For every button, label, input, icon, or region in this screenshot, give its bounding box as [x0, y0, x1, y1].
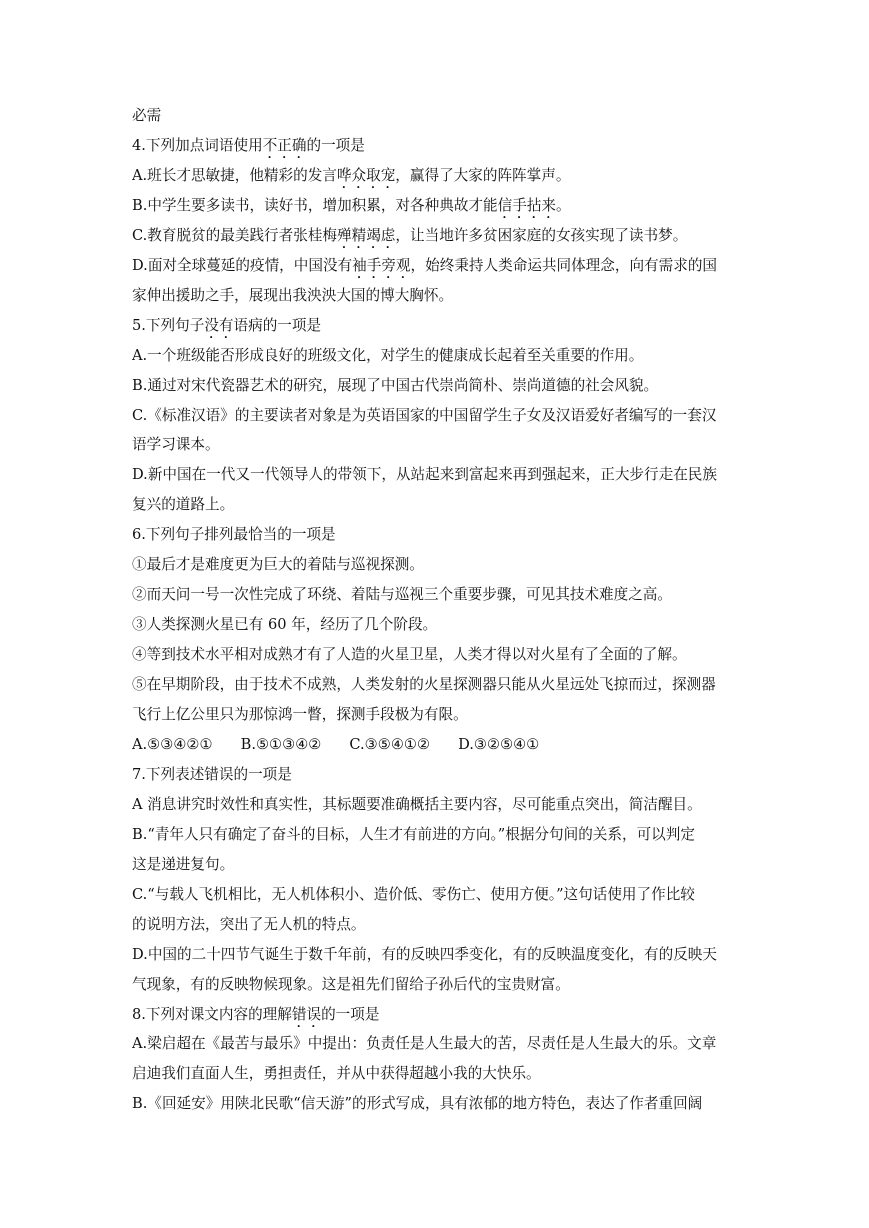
- answer-option: B.⑤①③④②: [240, 736, 322, 753]
- emphasized-phrase: 没有: [204, 317, 234, 334]
- text-segment: ④等到技术水平相对成熟才有了人造的火星卫星，人类才得以对火星有了全面的了解。: [132, 646, 687, 663]
- text-segment: 。: [556, 197, 571, 214]
- text-segment: ，赢得了大家的阵阵掌声。: [395, 167, 571, 184]
- text-segment: A.班长才思敏捷，他精彩的发言: [132, 167, 337, 184]
- text-line: [132, 404, 772, 428]
- text-line: [132, 104, 772, 128]
- text-line: [132, 284, 772, 308]
- text-segment: 的说明方法，突出了无人机的特点。: [132, 916, 366, 933]
- text-line: [132, 463, 772, 487]
- text-line: [132, 943, 772, 967]
- emphasized-phrase: 哗众取宠: [336, 167, 396, 184]
- text-line: [132, 374, 772, 398]
- text-segment: ②而天问一号一次性完成了环绕、着陆与巡视三个重要步骤，可见其技术难度之高。: [132, 586, 672, 603]
- text-line: [132, 793, 772, 817]
- text-segment: 飞行上亿公里只为那惊鸿一瞥，探测手段极为有限。: [132, 706, 468, 723]
- text-segment: B.《回延安》用陕北民歌“信天游”的形式写成，具有浓郁的地方特色，表达了作者重回阔: [132, 1095, 703, 1112]
- text-line: [132, 1003, 772, 1027]
- text-line: [132, 1092, 772, 1116]
- text-segment: ⑤在早期阶段，由于技术不成熟，人类发射的火星探测器只能从火星远处飞掠而过，探测器: [132, 676, 716, 693]
- text-segment: D.面对全球蔓延的疫情，中国没有: [132, 257, 353, 274]
- text-line: [132, 194, 772, 218]
- text-segment: A.梁启超在《最苦与最乐》中提出：负责任是人生最大的苦，尽责任是人生最大的乐。文章: [132, 1035, 717, 1052]
- text-segment: A 消息讲究时效性和真实性，其标题要准确概括主要内容，尽可能重点突出，简洁醒目。: [132, 796, 702, 813]
- text-segment: C.“与载人飞机相比，无人机体积小、造价低、零伤亡、使用方便。”这句话使用了作比较: [132, 886, 695, 903]
- text-line: [132, 344, 772, 368]
- text-segment: 复兴的道路上。: [132, 496, 235, 513]
- text-line: [132, 1062, 772, 1086]
- text-segment: C.《标准汉语》的主要读者对象是为英语国家的中国留学生子女及汉语爱好者编写的一套汉: [132, 407, 717, 424]
- emphasized-phrase: 袖手旁观: [352, 257, 411, 274]
- text-line: [132, 254, 772, 278]
- text-segment: B.“青年人只有确定了奋斗的目标，人生才有前进的方向。”根据分句间的关系，可以判定: [132, 826, 695, 843]
- text-segment: 8.下列对课文内容的理解: [132, 1006, 292, 1023]
- text-line: [132, 763, 772, 787]
- text-segment: ①最后才是难度更为巨大的着陆与巡视探测。: [132, 556, 424, 573]
- text-segment: 7.下列表述错误的一项是: [132, 766, 292, 783]
- text-line: [132, 913, 772, 937]
- text-segment: 气现象，有的反映物候现象。这是祖先们留给子孙后代的宝贵财富。: [132, 976, 570, 993]
- text-segment: 6.下列句子排列最恰当的一项是: [132, 526, 336, 543]
- emphasized-phrase: 错误: [291, 1006, 322, 1023]
- text-line: [132, 643, 772, 667]
- text-segment: D.中国的二十四节气诞生于数千年前，有的反映四季变化，有的反映温度变化，有的反映天: [132, 946, 717, 963]
- text-line: [132, 673, 772, 697]
- text-segment: ③人类探测火星已有 60 年，经历了几个阶段。: [132, 616, 438, 633]
- text-line: [132, 973, 772, 997]
- text-segment: C.教育脱贫的最美践行者张桂梅: [132, 227, 338, 244]
- text-segment: 5.下列句子: [132, 317, 205, 334]
- emphasized-phrase: 殚精竭虑: [337, 227, 396, 244]
- text-line: [132, 583, 772, 607]
- answer-option: A.⑤③④②①: [132, 736, 213, 753]
- emphasized-phrase: 信手拈来: [497, 197, 557, 214]
- text-segment: ，始终秉持人类命运共同体理念，向有需求的国: [410, 257, 718, 274]
- text-line: [132, 134, 772, 158]
- text-line: [132, 523, 772, 547]
- text-line: [132, 553, 772, 577]
- text-segment: B.通过对宋代瓷器艺术的研究，展现了中国古代崇尚简朴、崇尚道德的社会风貌。: [132, 377, 659, 394]
- answer-option: C.③⑤④①②: [349, 736, 431, 753]
- options-row: [132, 733, 772, 757]
- text-segment: D.新中国在一代又一代领导人的带领下，从站起来到富起来再到强起来，正大步行走在民族: [132, 466, 717, 483]
- text-line: [132, 823, 772, 847]
- text-segment: 的一项是: [306, 137, 365, 154]
- text-line: [132, 314, 772, 338]
- text-segment: 的一项是: [321, 1006, 380, 1023]
- text-line: [132, 703, 772, 727]
- text-segment: 语病的一项是: [233, 317, 322, 334]
- answer-option: D.③②⑤④①: [458, 736, 540, 753]
- text-line: [132, 433, 772, 457]
- text-segment: 语学习课本。: [132, 436, 220, 453]
- text-line: [132, 493, 772, 517]
- text-line: [132, 853, 772, 877]
- text-segment: B.中学生要多读书，读好书，增加积累，对各种典故才能: [132, 197, 498, 214]
- text-segment: 这是递进复句。: [132, 856, 235, 873]
- text-line: [132, 613, 772, 637]
- text-line: [132, 164, 772, 188]
- text-line: [132, 1032, 772, 1056]
- text-segment: 启迪我们直面人生，勇担责任，并从中获得超越小我的大快乐。: [132, 1065, 541, 1082]
- text-segment: A.一个班级能否形成良好的班级文化，对学生的健康成长起着至关重要的作用。: [132, 347, 644, 364]
- text-segment: 4.下列加点词语使用: [132, 137, 263, 154]
- text-line: [132, 883, 772, 907]
- text-segment: 必需: [132, 107, 162, 124]
- text-segment: 家伸出援助之手，展现出我泱泱大国的博大胸怀。: [132, 287, 454, 304]
- emphasized-phrase: 不正确: [262, 137, 307, 154]
- text-line: [132, 224, 772, 248]
- text-segment: ，让当地许多贫困家庭的女孩实现了读书梦。: [395, 227, 688, 244]
